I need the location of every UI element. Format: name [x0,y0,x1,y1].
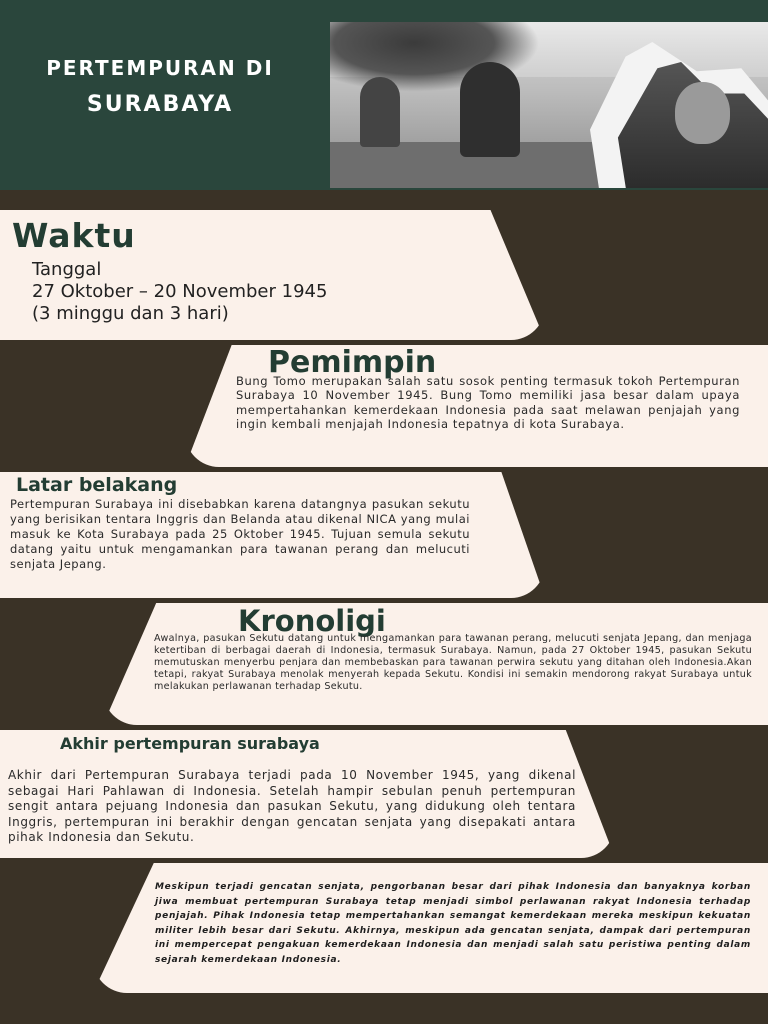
waktu-text [32,259,327,325]
title-line-2: SURABAYA [86,92,234,117]
title-line-1: PERTEMPURAN DI [46,56,274,80]
waktu-dates: 27 Oktober – 20 November 1945 [32,281,328,302]
kronologi-heading: Kronoligi [238,604,386,638]
latar-body: Pertempuran Surabaya ini disebabkan karena datangnya pasukan sekutu yang berisikan tentara Inggris dan Belanda atau dikenal NICA yang mulai masuk ke Kota Surabaya pada 25 Oktober 1945. Tujuan semula sekutu datang yaitu untuk mengamankan para tawanan perang dan melucuti senjata Jepang. [10,497,470,571]
pemimpin-heading: Pemimpin [268,345,437,380]
akhir-heading: Akhir pertempuran surabaya [60,734,320,753]
photo-soldier-running [460,62,520,157]
latar-heading: Latar belakang [16,474,178,496]
waktu-heading: Waktu [12,216,136,255]
photo-face [675,82,730,144]
historical-photo [330,22,768,188]
penutup-body: Meskipun terjadi gencatan senjata, pengorbanan besar dari pihak Indonesia dan banyaknya korban jiwa membuat pertempuran Surabaya tetap menjadi simbol perlawanan rakyat Indonesia terhadap penjajah. Pihak Indonesia tetap mempertahankan semangat kemerdekaan mereka meskipun kekuatan militer lebih besar dari Sekutu. Akhirnya, meskipun ada gencatan senjata, dampak dari pertempuran ini mempercepat pengakuan kemerdekaan Indonesia dan menjadi salah satu peristiwa penting dalam sejarah kemerdekaan Indonesia. [155,882,751,965]
waktu-duration: (3 minggu dan 3 hari) [32,303,229,324]
akhir-body: Akhir dari Pertempuran Surabaya terjadi pada 10 November 1945, yang dikenal sebagai Hari Pahlawan di Indonesia. Setelah hampir sebulan penuh pertempuran sengit antara pejuang Indonesia dan pasukan Sekutu, yang didukung oleh tentara Inggris, pertempuran ini berakhir dengan gencatan senjata yang disepakati antara pihak Indonesia dan Sekutu. [8,768,576,844]
header-banner [0,0,768,190]
waktu-label: Tanggal [32,259,102,280]
pemimpin-body: Bung Tomo merupakan salah satu sosok penting termasuk tokoh Pertempuran Surabaya 10 November 1945. Bung Tomo memiliki jasa besar dalam upaya mempertahankan kemerdekaan Indonesia pada saat melawan penjajah yang ingin kembali menjajah Indonesia tepatnya di kota Surabaya. [236,374,740,431]
kronologi-body: Awalnya, pasukan Sekutu datang untuk mengamankan para tawanan perang, melucuti senjata Jepang, dan menjaga ketertiban di berbagai daerah di Indonesia, termasuk Surabaya. Namun, pada 27 Oktober 1945, pasukan Sekutu memutuskan menyerbu penjara dan membebaskan para tawanan perwira sekutu yang ditahan oleh Indonesia.Akan tetapi, rakyat Surabaya menolak menyerah kepada Sekutu. Kondisi ini semakin mendorong rakyat Surabaya untuk melakukan perlawanan terhadap Sekutu. [154,633,752,692]
photo-soldier-left [360,77,400,147]
